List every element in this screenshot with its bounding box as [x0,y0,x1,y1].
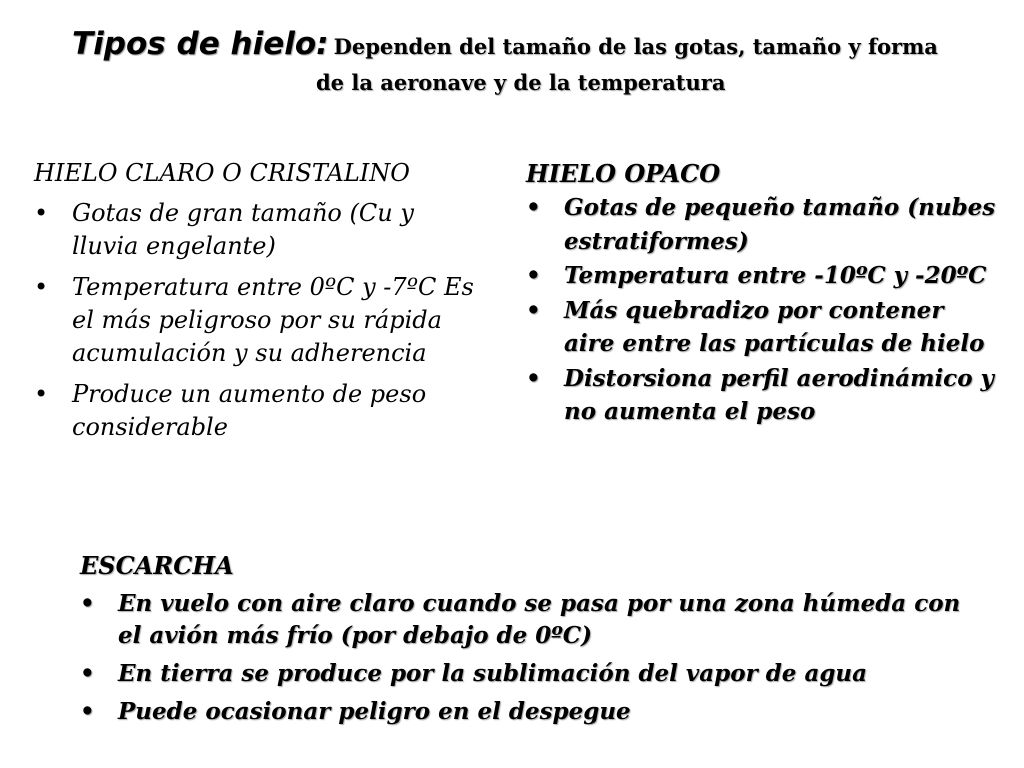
bullet-icon: • [526,296,541,324]
title-subtitle-line2: de la aeronave y de la temperatura [316,70,726,95]
list-item-text: En tierra se produce por la sublimación del vapor de agua [118,660,868,687]
list-item [80,658,990,690]
list-item [34,271,479,370]
list-item-text: Distorsiona perfil aerodinámico y no aumenta el peso [564,364,994,425]
bullet-icon: • [80,590,95,617]
bullet-icon: • [34,199,49,227]
bullet-icon: • [80,660,95,687]
list-item [526,191,996,258]
section-heading: HIELO OPACO [526,159,721,188]
bullet-icon: • [80,698,95,725]
title-main: Tipos de hielo: [72,26,329,62]
list-item-text: Temperatura entre 0ºC y -7ºC Es el más peligroso por su rápida acumulación y su adherencia [72,273,474,367]
bullet-icon: • [34,273,49,301]
bullet-icon: • [526,262,541,289]
list-item [526,259,996,293]
list-item-text: Gotas de pequeño tamaño (nubes estratiformes) [564,194,996,255]
list-item [34,197,479,263]
bullet-list [526,191,996,429]
list-item-text: En vuelo con aire claro cuando se pasa por una zona húmeda con el avión más frío (por debajo de 0ºC) [118,590,961,649]
section-heading: HIELO CLARO O CRISTALINO [34,159,410,187]
list-item-text: Temperatura entre -10ºC y -20ºC [564,262,987,289]
bullet-icon: • [526,364,541,392]
list-item [80,588,990,652]
bullet-icon: • [34,380,49,408]
list-item [34,378,479,444]
list-item [526,294,996,361]
bullet-icon: • [526,194,541,221]
list-item-text: Más quebradizo por contener aire entre las partículas de hielo [564,296,985,357]
section-heading: ESCARCHA [80,551,234,580]
list-item [80,696,990,728]
section-hielo-opaco [526,158,996,429]
list-item [526,362,996,429]
title-subtitle-line1: Dependen del tamaño de las gotas, tamaño y forma [333,34,938,59]
list-item-text: Gotas de gran tamaño (Cu y lluvia engelante) [72,199,414,260]
bullet-list [34,197,479,444]
section-escarcha [80,550,990,728]
slide-title [72,26,972,95]
section-hielo-claro [34,157,479,444]
list-item-text: Puede ocasionar peligro en el despegue [118,698,631,725]
list-item-text: Produce un aumento de peso considerable [72,380,427,441]
bullet-list [80,588,990,728]
